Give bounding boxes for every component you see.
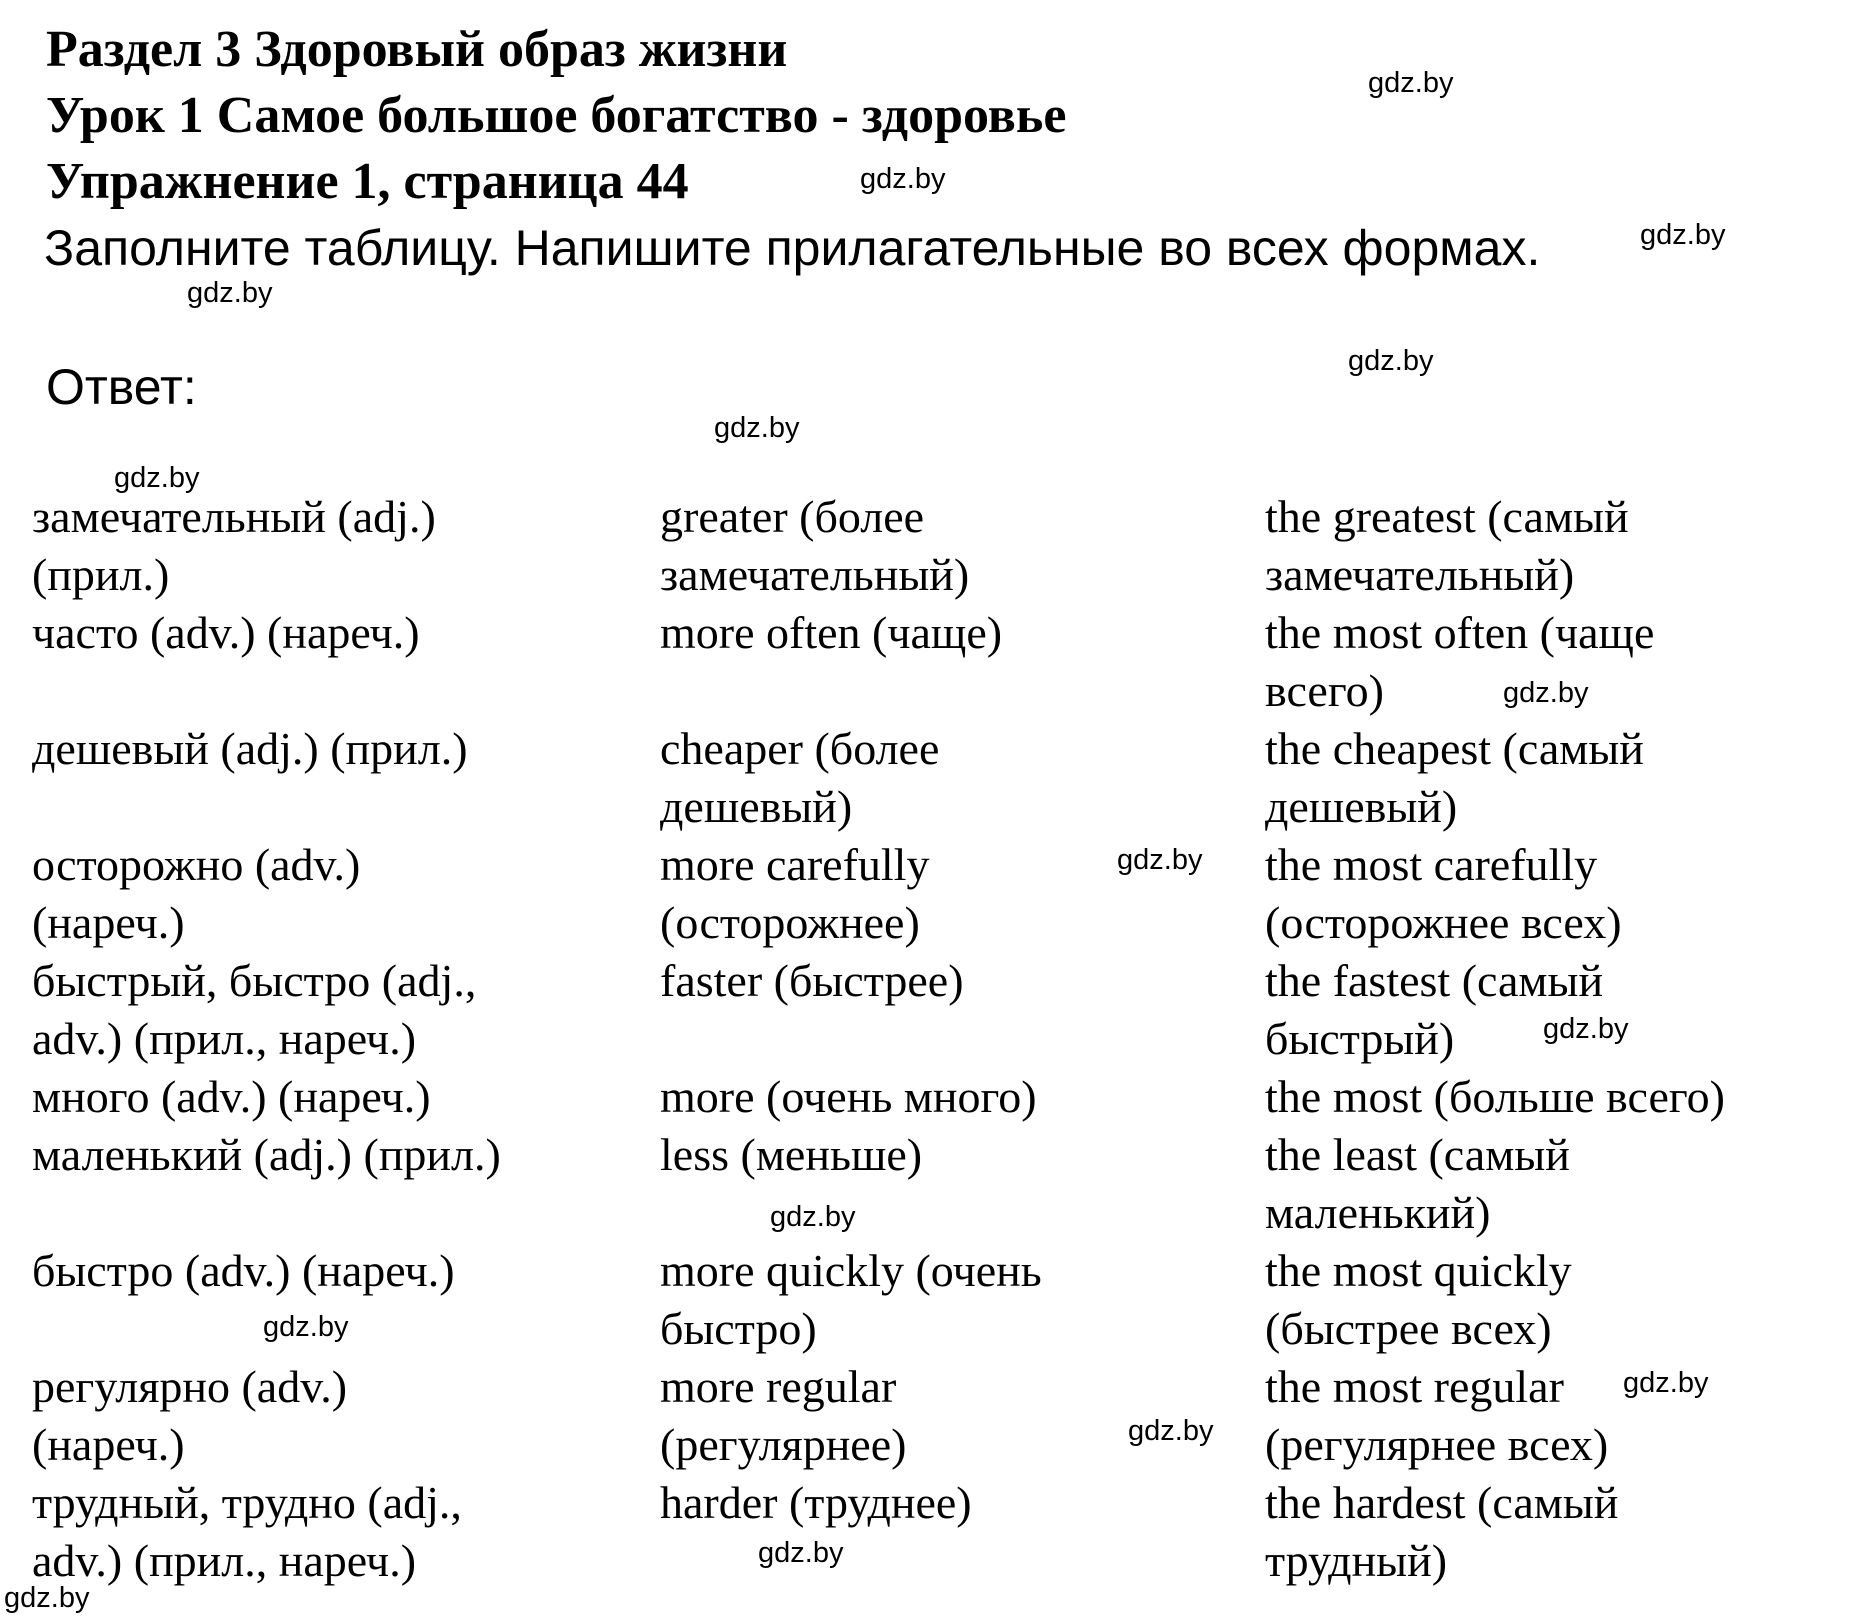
superlative-form: the most regular (регулярнее всех) bbox=[1265, 1361, 1609, 1470]
base-form: трудный, трудно (adj., adv.) (прил., нареч.) bbox=[32, 1477, 462, 1586]
base-form: маленький (adj.) (прил.) bbox=[32, 1129, 501, 1180]
superlative-form: the greatest (самый замечательный) bbox=[1265, 491, 1629, 600]
table-row bbox=[32, 836, 1832, 952]
table-row bbox=[32, 952, 1832, 1068]
task-text: Заполните таблицу. Напишите прилагательные во всех формах. bbox=[44, 220, 1541, 276]
comparative-form: less (меньше) bbox=[660, 1129, 923, 1180]
watermark: gdz.by bbox=[1503, 677, 1589, 709]
watermark: gdz.by bbox=[1348, 345, 1434, 377]
base-form: осторожно (adv.) (нареч.) bbox=[32, 839, 361, 948]
watermark: gdz.by bbox=[714, 412, 800, 444]
base-form: быстро (adv.) (нареч.) bbox=[32, 1245, 455, 1296]
table-row bbox=[32, 1126, 1832, 1242]
watermark: gdz.by bbox=[1117, 844, 1203, 876]
answer-label: Ответ: bbox=[46, 359, 197, 415]
comparative-form: more often (чаще) bbox=[660, 607, 1003, 658]
superlative-form: the most (больше всего) bbox=[1265, 1071, 1725, 1122]
section-title: Раздел 3 Здоровый образ жизни bbox=[46, 21, 788, 78]
watermark: gdz.by bbox=[770, 1201, 856, 1233]
watermark: gdz.by bbox=[758, 1537, 844, 1569]
superlative-form: the most often (чаще всего) bbox=[1265, 607, 1655, 716]
comparative-form: cheaper (более дешевый) bbox=[660, 723, 940, 832]
superlative-form: the least (самый маленький) bbox=[1265, 1129, 1570, 1238]
exercise-title: Упражнение 1, страница 44 bbox=[46, 153, 689, 210]
watermark: gdz.by bbox=[263, 1311, 349, 1343]
watermark: gdz.by bbox=[1128, 1415, 1214, 1447]
watermark: gdz.by bbox=[114, 462, 200, 494]
superlative-form: the cheapest (самый дешевый) bbox=[1265, 723, 1644, 832]
base-form: дешевый (adj.) (прил.) bbox=[32, 723, 468, 774]
base-form: быстрый, быстро (adj., adv.) (прил., нареч.) bbox=[32, 955, 477, 1064]
comparative-form: greater (более замечательный) bbox=[660, 491, 970, 600]
base-form: часто (adv.) (нареч.) bbox=[32, 607, 420, 658]
base-form: много (adv.) (нареч.) bbox=[32, 1071, 431, 1122]
watermark: gdz.by bbox=[1368, 67, 1454, 99]
table-row bbox=[32, 1068, 1832, 1126]
comparative-form: harder (труднее) bbox=[660, 1477, 972, 1528]
table-row bbox=[32, 720, 1832, 836]
watermark: gdz.by bbox=[4, 1582, 90, 1614]
comparative-form: more quickly (очень быстро) bbox=[660, 1245, 1042, 1354]
table-row bbox=[32, 1358, 1832, 1474]
comparative-form: more carefully (осторожнее) bbox=[660, 839, 930, 948]
base-form: замечательный (adj.) (прил.) bbox=[32, 491, 436, 600]
base-form: регулярно (adv.) (нареч.) bbox=[32, 1361, 348, 1470]
table-row bbox=[32, 1474, 1832, 1590]
superlative-form: the fastest (самый быстрый) bbox=[1265, 955, 1604, 1064]
watermark: gdz.by bbox=[1623, 1367, 1709, 1399]
table-row bbox=[32, 488, 1832, 604]
comparative-form: more regular (регулярнее) bbox=[660, 1361, 907, 1470]
superlative-form: the most quickly (быстрее всех) bbox=[1265, 1245, 1572, 1354]
superlative-form: the hardest (самый трудный) bbox=[1265, 1477, 1619, 1586]
comparative-form: more (очень много) bbox=[660, 1071, 1037, 1122]
watermark: gdz.by bbox=[1543, 1013, 1629, 1045]
watermark: gdz.by bbox=[1640, 219, 1726, 251]
watermark: gdz.by bbox=[860, 163, 946, 195]
comparative-form: faster (быстрее) bbox=[660, 955, 964, 1006]
lesson-title: Урок 1 Самое большое богатство - здоровье bbox=[46, 87, 1067, 144]
watermark: gdz.by bbox=[187, 277, 273, 309]
superlative-form: the most carefully (осторожнее всех) bbox=[1265, 839, 1622, 948]
